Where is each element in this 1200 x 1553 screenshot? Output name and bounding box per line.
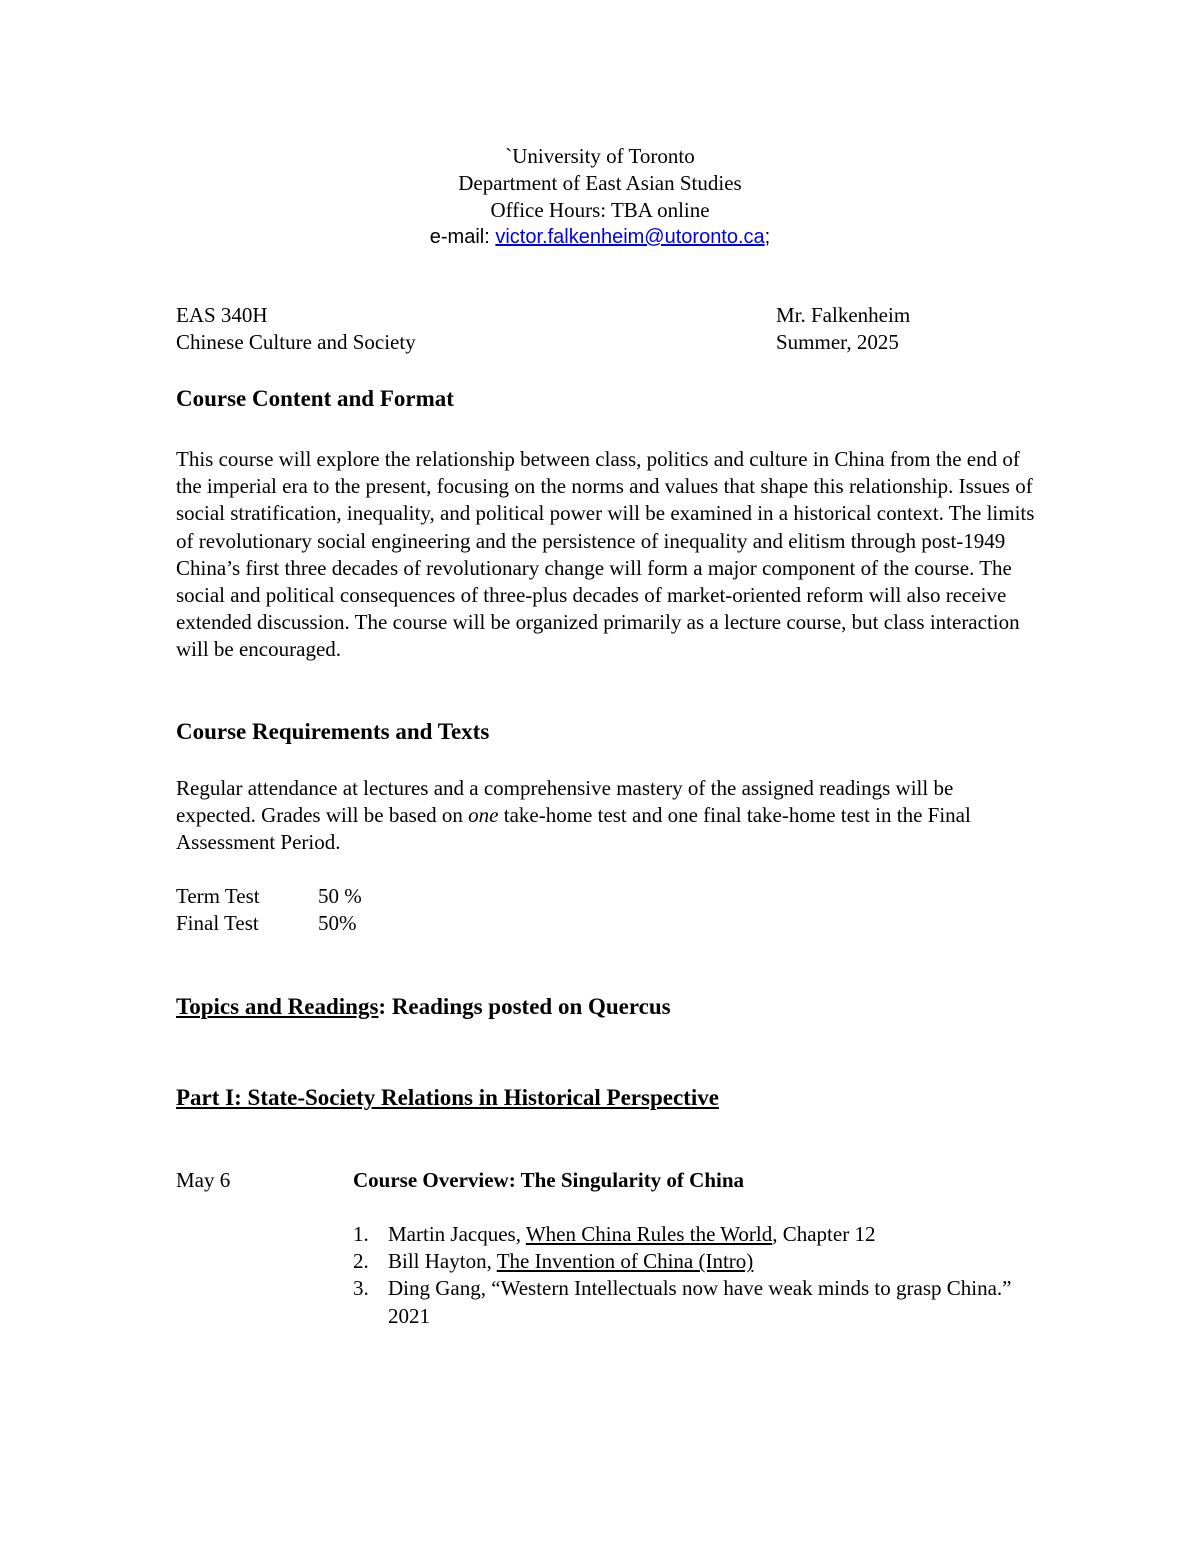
requirements-text-1: Regular attendance at lectures and a comprehensive mastery of the assigned readings will be expected. Grades will be based on: [176, 776, 954, 828]
reading-author: Bill Hayton,: [388, 1249, 497, 1274]
grade-label: Final Test: [176, 911, 259, 935]
grade-value: 50 %: [318, 884, 362, 908]
grade-row-final: [176, 910, 357, 937]
office-hours: Office Hours: TBA online: [490, 198, 710, 222]
university-name: `University of Toronto: [505, 144, 695, 168]
course-term: Summer, 2025: [776, 330, 899, 354]
list-number: 3.: [353, 1276, 369, 1301]
list-number: 1.: [353, 1222, 369, 1246]
content-format-body: This course will explore the relationship between class, politics and culture in China from the end of the imperial era to the present, focusing on the norms and values that shape this relationship. Issues of social stratification, inequality, and political power will be examined in a historical context. The limits of revolutionary social engineering and the persistence of inequality and elitism through post-1949 China’s first three decades of revolutionary change will form a major component of the course. The social and political consequences of three-plus decades of market-oriented reform will also receive extended discussion. The course will be organized primarily as a lecture course, but class interaction will be encouraged.: [176, 447, 1035, 662]
list-item: [353, 1221, 1043, 1248]
department-name: Department of East Asian Studies: [458, 171, 742, 195]
reading-rest: “Western Intellectuals now have weak minds to grasp China.” 2021: [388, 1276, 1012, 1328]
grade-row-term: [176, 883, 362, 910]
email-label: e-mail:: [429, 226, 496, 248]
reading-author: Ding Gang,: [388, 1276, 492, 1301]
course-code: EAS 340H: [176, 303, 268, 327]
reading-author: Martin Jacques,: [388, 1222, 526, 1246]
content-format-heading: Course Content and Format: [176, 386, 454, 411]
course-info-row-2: [176, 329, 936, 356]
reading-list: [353, 1221, 1043, 1330]
course-title: Chinese Culture and Society: [176, 330, 416, 354]
session-date: May 6: [176, 1168, 231, 1192]
course-info-row-1: [176, 302, 936, 329]
reading-rest: , Chapter 12: [772, 1222, 876, 1246]
email-suffix: ;: [764, 226, 771, 248]
grade-label: Term Test: [176, 884, 260, 908]
email-line: [0, 224, 1200, 251]
grade-value: 50%: [318, 911, 357, 935]
requirements-text-2: take-home test and one final take-home test in the Final Assessment Period.: [176, 803, 971, 855]
requirements-body: [176, 775, 1036, 857]
topics-heading-rest: : Readings posted on Quercus: [378, 994, 671, 1019]
requirements-emphasis: one: [468, 803, 499, 828]
reading-work: When China Rules the World: [525, 1222, 773, 1246]
reading-work: The Invention of China (Intro): [496, 1249, 754, 1274]
instructor-name: Mr. Falkenheim: [776, 303, 911, 327]
list-item: [353, 1248, 1043, 1275]
part1-heading: Part I: State-Society Relations in Historical Perspective: [176, 1085, 719, 1110]
topics-heading: [176, 993, 671, 1021]
syllabus-header: [0, 143, 1200, 251]
list-item: [353, 1275, 1043, 1329]
email-link[interactable]: victor.falkenheim@utoronto.ca: [495, 226, 765, 248]
requirements-heading: Course Requirements and Texts: [176, 719, 490, 744]
list-number: 2.: [353, 1249, 369, 1274]
session-title: Course Overview: The Singularity of China: [353, 1168, 745, 1192]
topics-heading-underlined: Topics and Readings: [176, 994, 379, 1019]
